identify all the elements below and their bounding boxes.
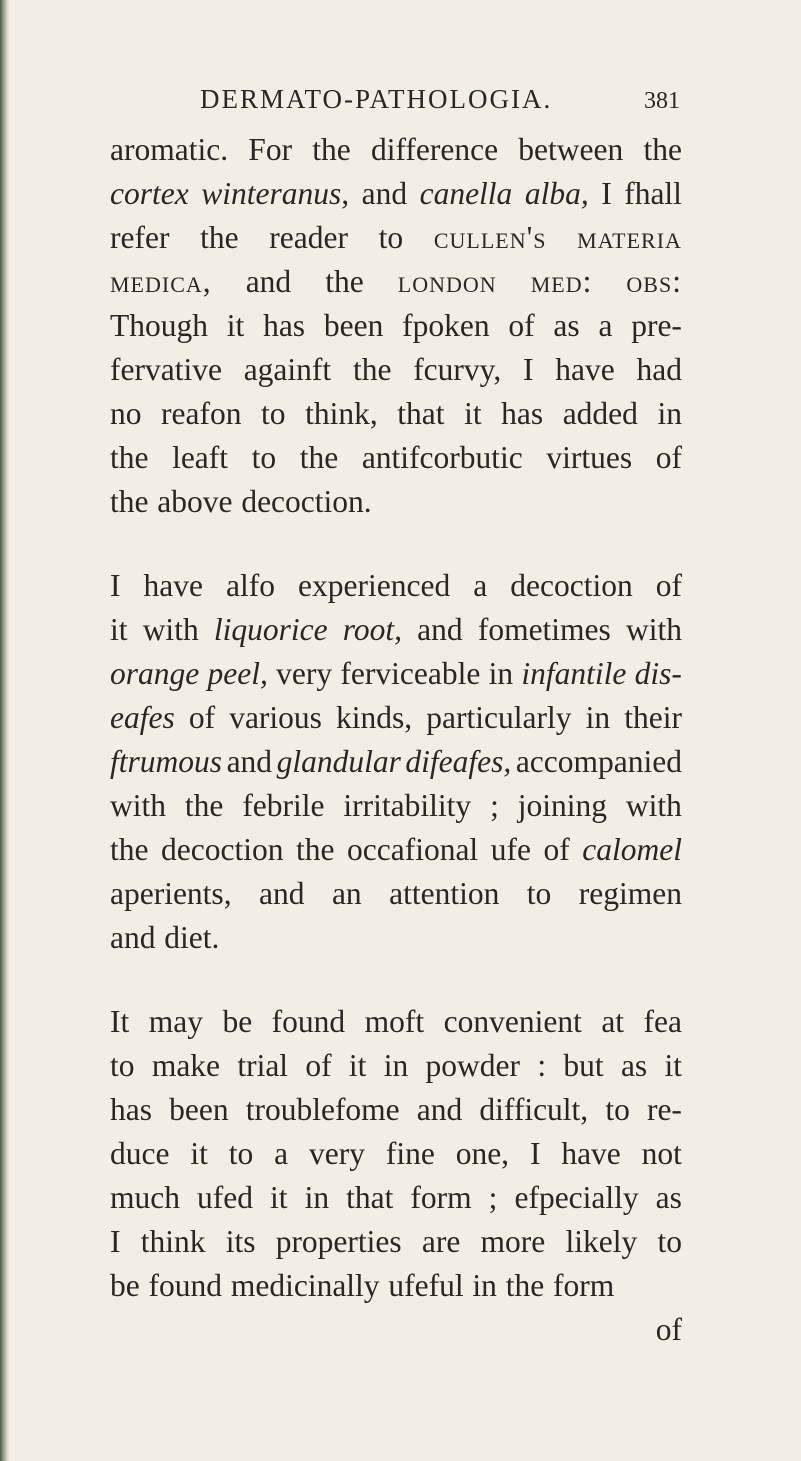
word: peel, xyxy=(207,656,268,691)
text-line xyxy=(110,480,682,524)
word: fometimes xyxy=(477,612,611,647)
word: accompanied xyxy=(515,744,682,779)
word: liquorice xyxy=(213,612,328,647)
text-line xyxy=(110,1044,682,1088)
word: it xyxy=(664,1048,682,1083)
word: a xyxy=(473,568,488,603)
word: an xyxy=(331,876,362,911)
word: powder xyxy=(425,1048,521,1083)
word: has xyxy=(263,308,306,343)
word: pre- xyxy=(631,308,682,343)
word: have xyxy=(555,352,615,387)
text-line xyxy=(110,784,682,828)
text-line xyxy=(110,652,682,696)
word: it xyxy=(190,1136,208,1171)
word: I xyxy=(601,176,612,211)
word: have xyxy=(561,1136,621,1171)
word: the xyxy=(299,440,339,475)
catchword-text: of xyxy=(655,1312,682,1347)
word: calomel xyxy=(582,832,682,867)
word: been xyxy=(169,1092,229,1127)
word: much xyxy=(110,1180,180,1215)
word: to xyxy=(251,440,277,475)
text-line xyxy=(110,608,682,652)
word: has xyxy=(501,396,544,431)
word: of xyxy=(543,832,570,867)
word: with xyxy=(625,788,682,823)
word: root, xyxy=(342,612,402,647)
text-line xyxy=(110,392,682,436)
word: with xyxy=(142,612,199,647)
word: had xyxy=(636,352,682,387)
word: the xyxy=(352,352,392,387)
word: winteranus, xyxy=(201,176,350,211)
word: to xyxy=(228,1136,254,1171)
word: the xyxy=(110,832,149,867)
word: think xyxy=(140,1224,206,1259)
running-head xyxy=(200,84,680,115)
word: it xyxy=(464,396,482,431)
word: duce xyxy=(110,1136,170,1171)
word: in xyxy=(657,396,682,431)
word: in xyxy=(472,1268,497,1303)
word: ufe xyxy=(490,832,531,867)
text-line xyxy=(110,172,682,216)
word: the xyxy=(505,1268,545,1303)
text-line xyxy=(110,696,682,740)
word: the xyxy=(110,484,149,519)
word: febrile xyxy=(242,788,325,823)
text-line xyxy=(110,1088,682,1132)
word: re- xyxy=(646,1092,682,1127)
word: diet. xyxy=(164,920,220,955)
word: I xyxy=(110,568,121,603)
word: decoction xyxy=(510,568,633,603)
text-line xyxy=(110,436,682,480)
word: reafon xyxy=(161,396,242,431)
word: in xyxy=(585,700,611,735)
word: aperients, xyxy=(110,876,232,911)
word: and xyxy=(226,744,273,779)
word: the xyxy=(184,788,224,823)
word: attention xyxy=(389,876,500,911)
text-line xyxy=(110,1132,682,1176)
word: not xyxy=(641,1136,682,1171)
word: their xyxy=(624,700,682,735)
word: to xyxy=(605,1092,630,1127)
word: it xyxy=(110,612,128,647)
word: but xyxy=(563,1048,604,1083)
word: found xyxy=(271,1004,346,1039)
text-line xyxy=(110,872,682,916)
word: decoction xyxy=(161,832,284,867)
word: very xyxy=(308,1136,365,1171)
word: For xyxy=(248,132,293,167)
word: ftrumous xyxy=(110,744,223,779)
page-number: 381 xyxy=(644,88,680,114)
word: and xyxy=(245,264,292,299)
text-line xyxy=(110,1176,682,1220)
word: have xyxy=(143,568,203,603)
word: it xyxy=(348,1048,367,1083)
word: difeafes, xyxy=(405,744,512,779)
word: form xyxy=(553,1268,615,1303)
word: think, xyxy=(305,396,378,431)
word: reader xyxy=(269,220,348,255)
word: occafional xyxy=(347,832,479,867)
word: trial xyxy=(237,1048,289,1083)
word: its xyxy=(225,1224,256,1259)
word: fea xyxy=(643,1004,682,1039)
word: fine xyxy=(385,1136,435,1171)
word: found xyxy=(148,1268,223,1303)
word: the xyxy=(110,440,149,475)
word: aromatic. xyxy=(110,132,229,167)
word: no xyxy=(110,396,142,431)
word: of xyxy=(655,568,682,603)
text-line xyxy=(110,916,682,960)
word: glandular xyxy=(276,744,401,779)
word: : xyxy=(537,1048,547,1083)
paragraph xyxy=(110,1000,682,1308)
word: particularly xyxy=(426,700,572,735)
text-line xyxy=(110,1000,682,1044)
text-line xyxy=(110,1264,682,1308)
word: that xyxy=(397,396,445,431)
word: moft xyxy=(364,1004,425,1039)
word: of xyxy=(508,308,535,343)
word: of xyxy=(188,700,216,735)
word: materia xyxy=(577,220,682,255)
text-line xyxy=(110,260,682,304)
page-body xyxy=(110,128,682,1352)
word: it xyxy=(226,308,245,343)
word: ; xyxy=(488,1180,498,1215)
word: one, xyxy=(455,1136,510,1171)
word: very xyxy=(276,656,333,691)
word: as xyxy=(620,1048,648,1083)
word: cortex xyxy=(110,176,189,211)
word: the xyxy=(643,132,682,167)
paragraph xyxy=(110,564,682,960)
word: antifcorbutic xyxy=(361,440,523,475)
word: likely xyxy=(565,1224,638,1259)
word: the xyxy=(296,832,335,867)
word: the xyxy=(325,264,364,299)
word: ; xyxy=(490,788,499,823)
word: fcurvy, xyxy=(413,352,502,387)
word: fervative xyxy=(110,352,222,387)
word: orange xyxy=(110,656,200,691)
word: againft xyxy=(243,352,332,387)
word: above xyxy=(157,484,233,519)
word: eafes xyxy=(110,700,175,735)
word: ufeful xyxy=(388,1268,464,1303)
word: properties xyxy=(275,1224,402,1259)
word: the xyxy=(312,132,351,167)
word: of xyxy=(305,1048,332,1083)
word: the xyxy=(200,220,239,255)
word: obs: xyxy=(626,264,682,299)
word: a xyxy=(598,308,613,343)
word: of xyxy=(655,440,682,475)
word: between xyxy=(518,132,624,167)
word: in xyxy=(383,1048,409,1083)
word: in xyxy=(304,1180,330,1215)
word: leaft xyxy=(172,440,229,475)
word: to xyxy=(110,1048,135,1083)
word: I xyxy=(523,352,534,387)
text-line xyxy=(110,348,682,392)
running-head-title: DERMATO-PATHOLOGIA. xyxy=(200,84,553,114)
paragraph-gap xyxy=(110,524,682,564)
word: virtues xyxy=(546,440,633,475)
word: as xyxy=(553,308,580,343)
word: I xyxy=(529,1136,541,1171)
word: alba, xyxy=(524,176,589,211)
text-line xyxy=(110,216,682,260)
word: cullen's xyxy=(433,220,547,255)
paragraphs xyxy=(110,128,682,1352)
word: troublefome xyxy=(245,1092,400,1127)
paragraph xyxy=(110,128,682,524)
paragraph-gap xyxy=(110,960,682,1000)
word: convenient xyxy=(443,1004,582,1039)
word: and xyxy=(361,176,408,211)
word: to xyxy=(261,396,286,431)
word: that xyxy=(346,1180,394,1215)
word: make xyxy=(151,1048,221,1083)
word: med: xyxy=(530,264,593,299)
text-line xyxy=(110,1220,682,1264)
catchword xyxy=(110,1308,682,1352)
word: fpoken xyxy=(402,308,490,343)
word: difference xyxy=(370,132,499,167)
text-line xyxy=(110,304,682,348)
word: be xyxy=(110,1268,140,1303)
word: regimen xyxy=(578,876,682,911)
word: to xyxy=(526,876,552,911)
word: infantile xyxy=(521,656,627,691)
word: medica, xyxy=(110,264,212,299)
word: decoction. xyxy=(241,484,372,519)
word: canella xyxy=(419,176,513,211)
word: added xyxy=(562,396,638,431)
word: joining xyxy=(517,788,607,823)
text-line xyxy=(110,740,682,784)
word: difficult, xyxy=(479,1092,589,1127)
word: more xyxy=(480,1224,546,1259)
word: london xyxy=(397,264,497,299)
word: to xyxy=(378,220,404,255)
word: ufed xyxy=(197,1180,253,1215)
word: I xyxy=(110,1224,121,1259)
word: with xyxy=(110,788,167,823)
word: efpecially xyxy=(514,1180,639,1215)
word: ferviceable xyxy=(340,656,481,691)
word: alfo xyxy=(226,568,276,603)
word: may xyxy=(148,1004,203,1039)
word: to xyxy=(657,1224,682,1259)
word: in xyxy=(488,656,514,691)
word: with xyxy=(625,612,682,647)
word: dis- xyxy=(634,656,682,691)
text-line xyxy=(110,828,682,872)
word: kinds, xyxy=(336,700,413,735)
word: are xyxy=(421,1224,461,1259)
word: a xyxy=(274,1136,289,1171)
word: form xyxy=(410,1180,472,1215)
word: refer xyxy=(110,220,170,255)
word: as xyxy=(655,1180,682,1215)
word: fhall xyxy=(624,176,682,211)
text-line xyxy=(110,128,682,172)
word: experienced xyxy=(298,568,451,603)
word: been xyxy=(323,308,384,343)
word: It xyxy=(110,1004,130,1039)
word: and xyxy=(110,920,156,955)
word: various xyxy=(229,700,322,735)
text-line xyxy=(110,564,682,608)
word: Though xyxy=(110,308,208,343)
word: and xyxy=(417,612,463,647)
word: it xyxy=(270,1180,288,1215)
word: at xyxy=(601,1004,625,1039)
word: irritability xyxy=(343,788,472,823)
word: and xyxy=(416,1092,463,1127)
word: be xyxy=(222,1004,253,1039)
word: and xyxy=(259,876,305,911)
word: medicinally xyxy=(230,1268,380,1303)
book-spine-edge xyxy=(0,0,10,1461)
word: has xyxy=(110,1092,152,1127)
